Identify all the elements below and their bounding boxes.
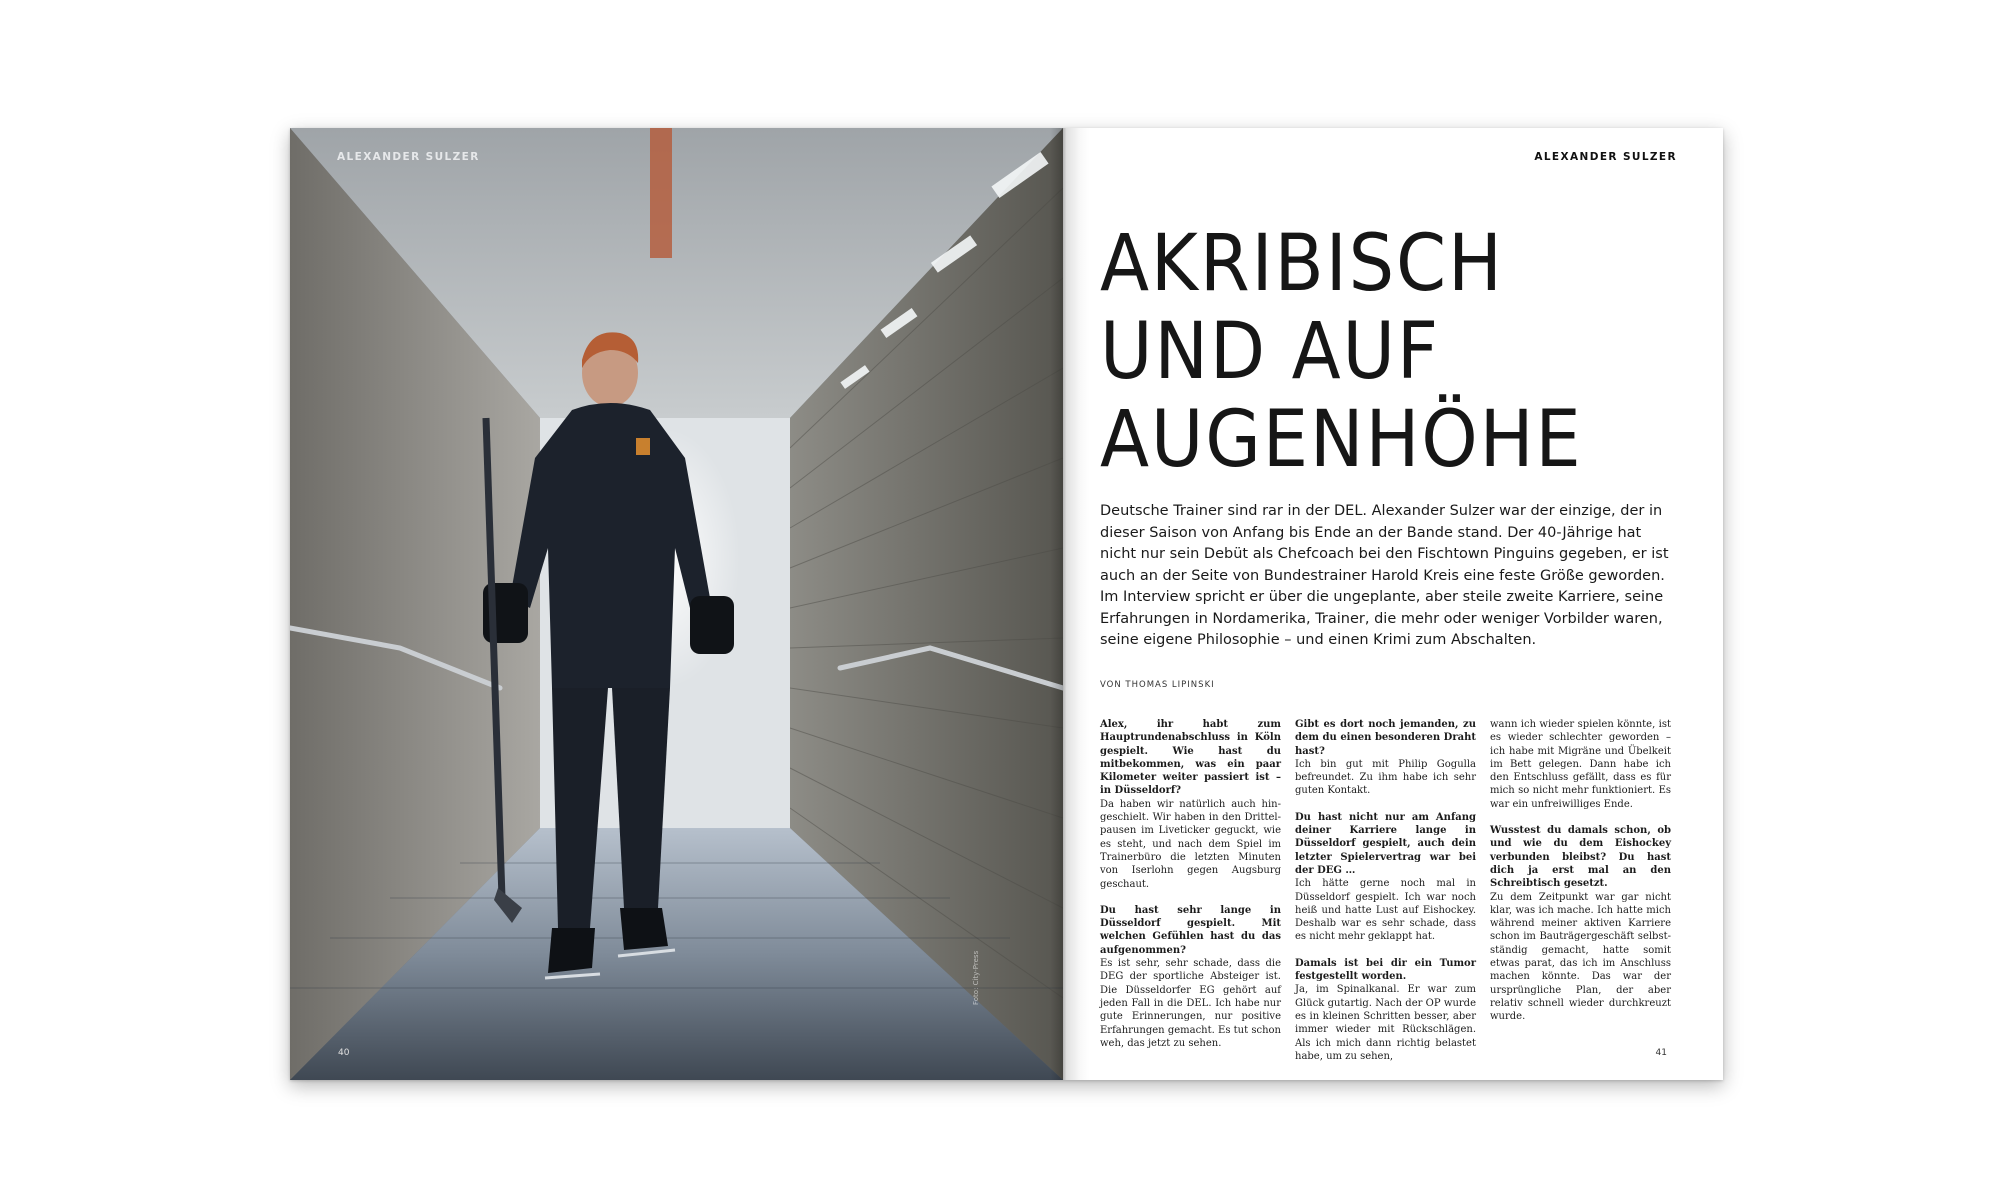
question: Gibt es dort noch jemanden, zu dem du einen besonderen Draht hast? <box>1295 719 1476 757</box>
answer: Ich bin gut mit Philip Gogulla befreundet. Zu ihm habe ich sehr guten Kontakt. <box>1295 758 1476 797</box>
answer: Da haben wir natürlich auch hingeschielt. Wir haben in den Drittelpausen im Liveticker geguckt, wie es steht, und nach dem Spiel im Trainerbüro die letzten Minuten von Iserlohn gegen Augsburg geschaut. <box>1100 798 1281 890</box>
qa-block <box>1295 718 1476 798</box>
answer: Ja, im Spinalkanal. Er war zum Glück gutartig. Nach der OP wurde es in kleinen Schritten besser, aber immer wieder mit Rückschlägen. Als ich mich dann richtig belastet habe, um zu sehen, <box>1295 984 1476 1062</box>
page-number-left: 40 <box>338 1048 350 1058</box>
question: Alex, ihr habt zum Hauptrundenabschluss in Köln gespielt. Wie hast du mitbekommen, was ein paar Kilometer weiter passiert ist – in Düsseldorf? <box>1100 719 1281 797</box>
qa-block <box>1490 824 1671 1023</box>
qa-block <box>1490 718 1671 811</box>
qa-block <box>1295 811 1476 944</box>
article-headline <box>1100 220 1615 484</box>
running-head-right: ALEXANDER SULZER <box>1534 151 1677 163</box>
question: Du hast sehr lange in Düsseldorf gespielt. Mit welchen Gefühlen hast du das aufgenommen? <box>1100 904 1281 956</box>
photo-credit: Foto: City-Press <box>972 950 980 1005</box>
answer: Zu dem Zeitpunkt war gar nicht klar, was ich mache. Ich hatte mich während meiner aktiven Karriere schon im Bauträgergeschäft selbstständig gemacht, hatte somit etwas parat, das ich im Anschluss machen könnte. Das war der ursprüngliche Plan, der aber relativ schnell wieder durchkreuzt wurde. <box>1490 891 1671 1023</box>
left-page-photo <box>290 128 1063 1080</box>
question: Wusstest du damals schon, ob und wie du dem Eishockey verbunden bleibst? Du hast dich ja erst mal an den Schreibtisch gesetzt. <box>1490 825 1671 890</box>
headline-line: AKRIBISCH <box>1100 219 1504 309</box>
page-number-right: 41 <box>1655 1048 1667 1058</box>
hockey-coach-photo <box>290 128 1063 1080</box>
text-column <box>1100 718 1281 1076</box>
article-lede: Deutsche Trainer sind rar in der DEL. Alexander Sulzer war der einzige, der in dieser Saison von Anfang bis Ende an der Bande stand. Der 40-Jährige hat nicht nur sein Debüt als Chefcoach bei den Fischtown Pinguins gegeben, er ist auch an der Seite von Bundestrainer Harold Kreis eine feste Größe geworden. Im Interview spricht er über die ungeplante, aber steile zweite Karriere, seine Erfahrungen in Nordamerika, Trainer, die mehr oder weniger Vorbilder waren, seine eigene Philosophie – und einen Krimi zum Abschalten. <box>1100 503 1669 648</box>
answer: Ich hätte gerne noch mal in Düsseldorf gespielt. Ich war noch heiß und hatte Lust auf Eishockey. Deshalb war es sehr schade, dass es nicht mehr geklappt hat. <box>1295 878 1476 943</box>
magazine-spread <box>290 128 1723 1080</box>
answer: Es ist sehr, sehr schade, dass die DEG der sportliche Absteiger ist. Die Düsseldorfer EG gehört auf jeden Fall in die DEL. Ich habe nur gute Erinnerungen, nur positive Erfahrungen gemacht. Es tut schon weh, das jetzt zu sehen. <box>1100 958 1281 1049</box>
qa-block <box>1295 957 1476 1063</box>
answer: wann ich wieder spielen könnte, ist es wieder schlechter geworden – ich habe mit Migräne und Übelkeit im Bett gelegen. Dann habe ich den Entschluss gefällt, dass es für mich so nicht mehr funktioniert. Es war ein unfreiwilliges Ende. <box>1490 719 1671 810</box>
headline-line: UND AUF <box>1100 307 1441 397</box>
article-columns <box>1100 718 1672 1076</box>
text-column <box>1490 718 1671 1076</box>
text-column <box>1295 718 1476 1076</box>
qa-block <box>1100 904 1281 1050</box>
question: Du hast nicht nur am Anfang deiner Karriere lange in Düsseldorf gespielt, auch dein letzter Spielervertrag war bei der DEG … <box>1295 811 1476 876</box>
right-page-article <box>1063 128 1723 1080</box>
headline-line: AUGENHÖHE <box>1100 395 1583 485</box>
byline: VON THOMAS LIPINSKI <box>1100 680 1215 690</box>
question: Damals ist bei dir ein Tumor festgestellt worden. <box>1295 957 1476 983</box>
running-head-left: ALEXANDER SULZER <box>337 151 480 163</box>
qa-block <box>1100 718 1281 891</box>
